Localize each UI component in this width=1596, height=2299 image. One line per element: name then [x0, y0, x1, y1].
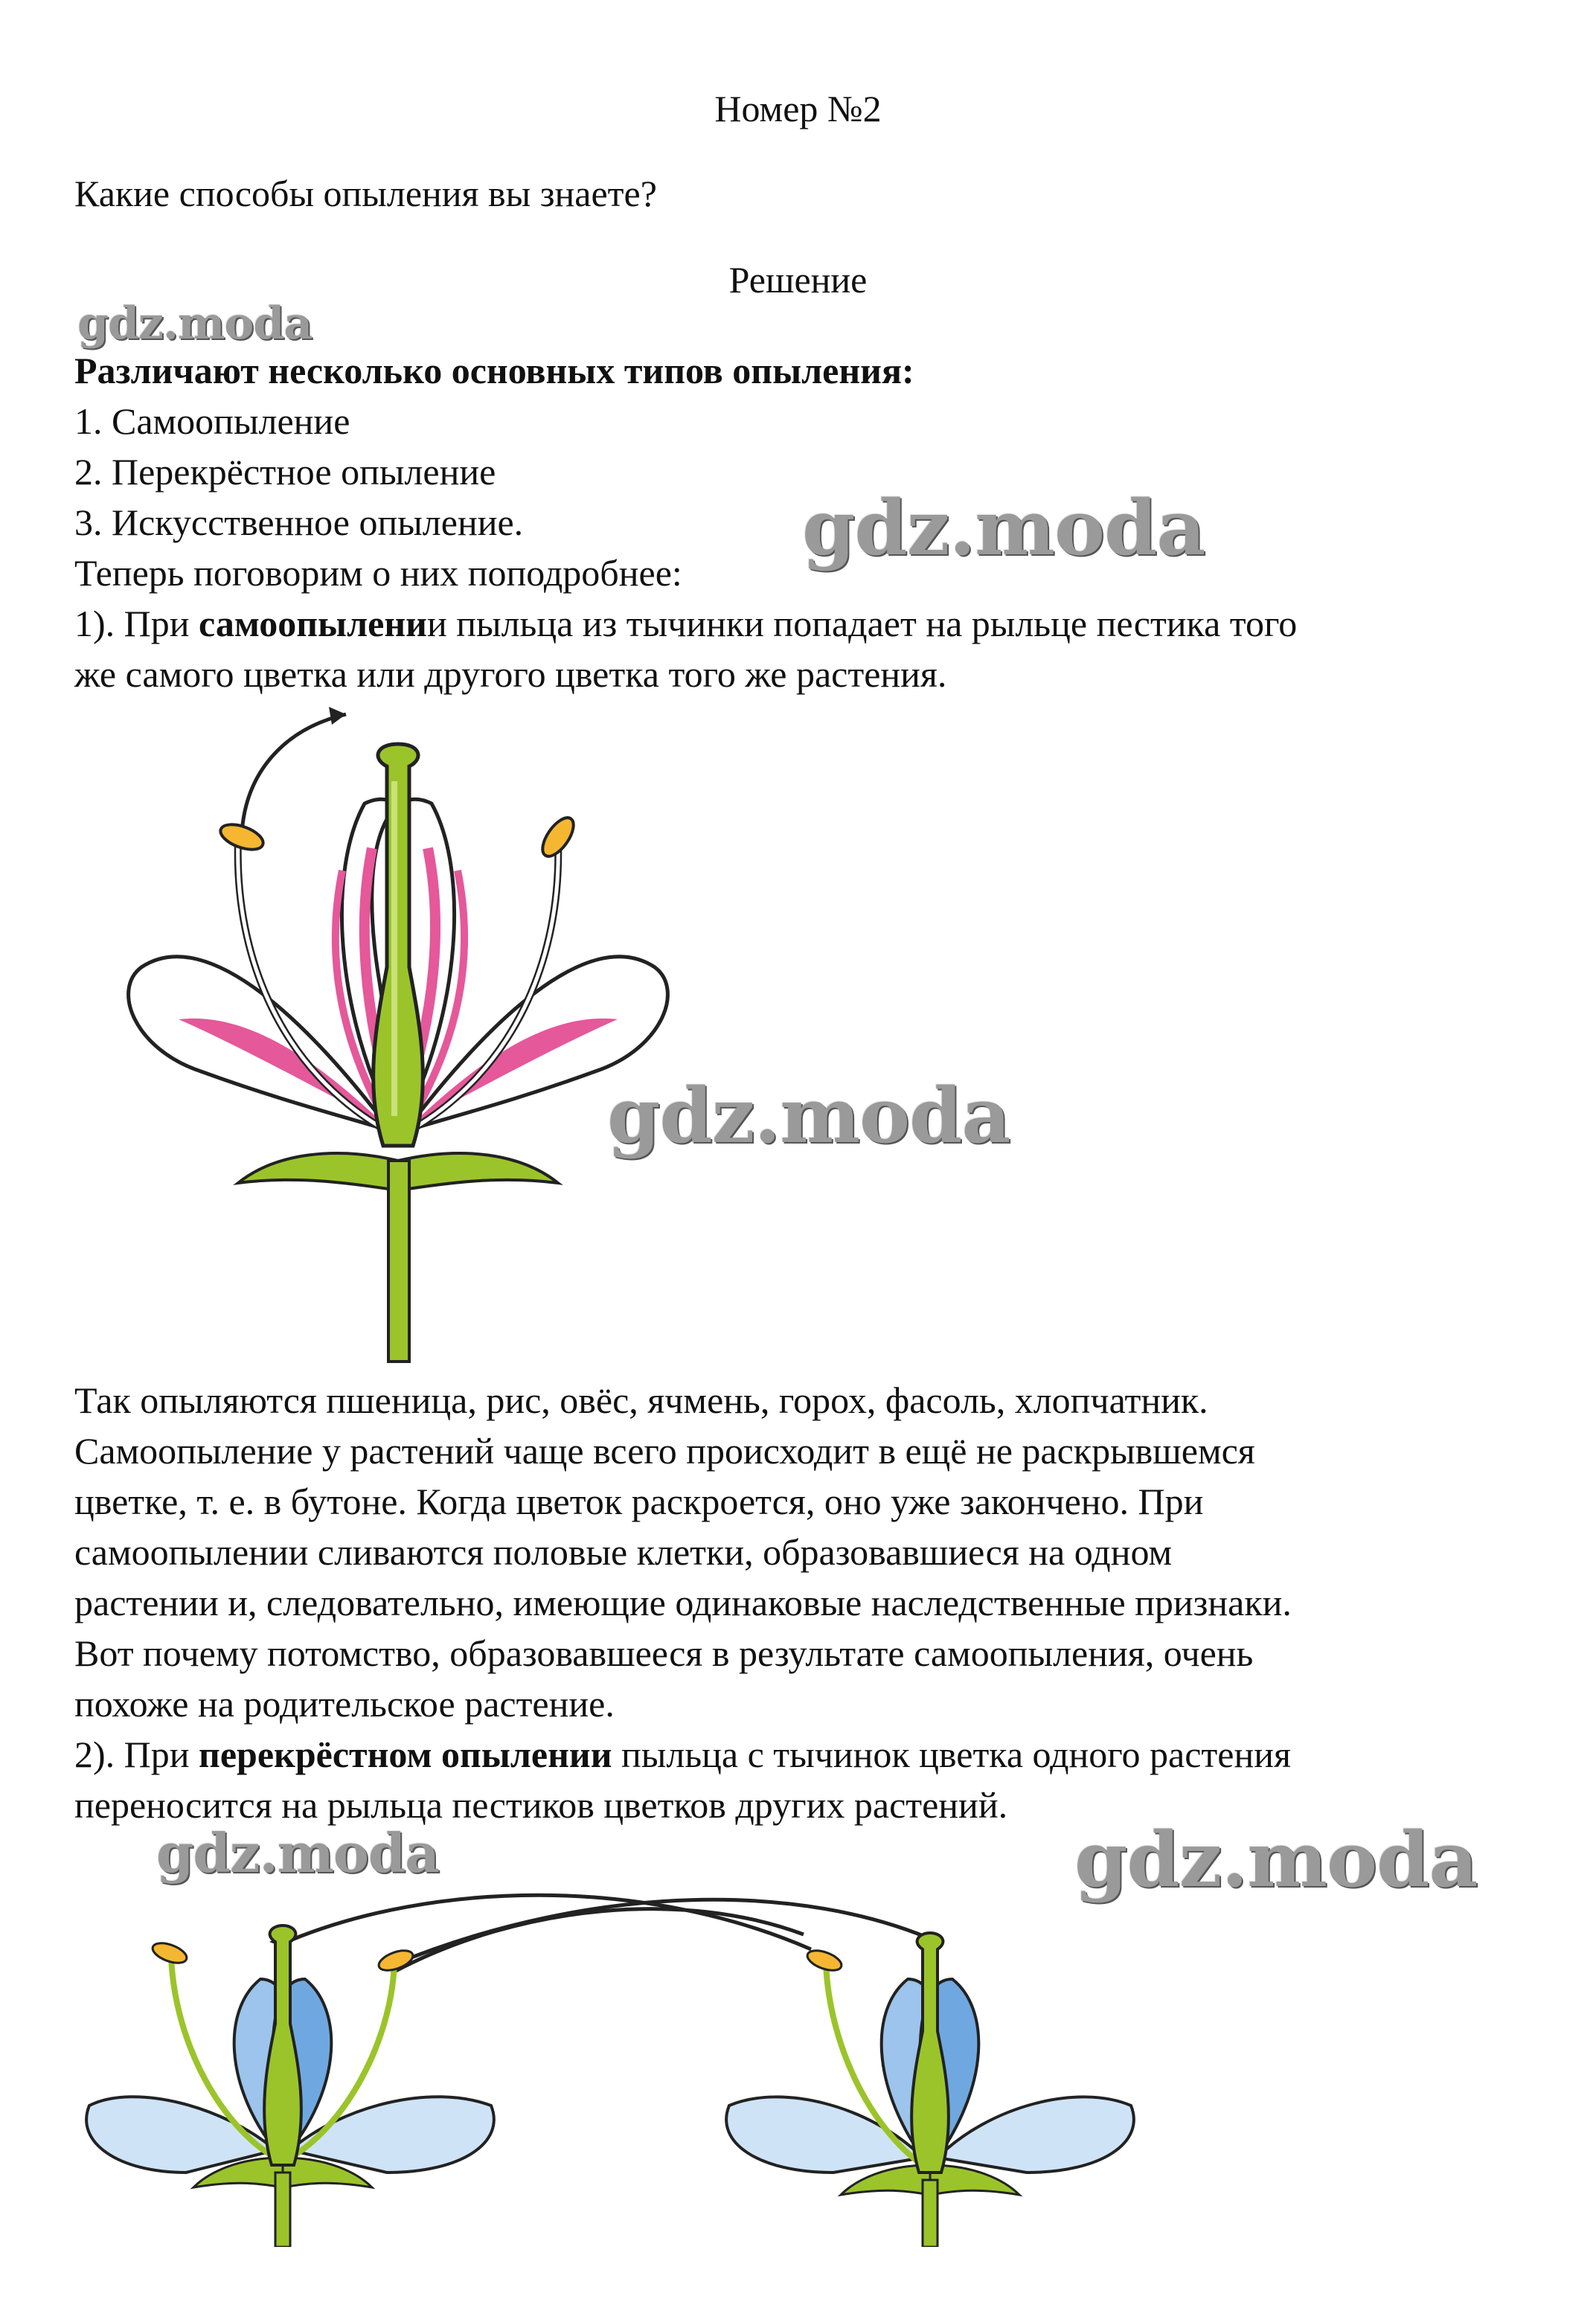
watermark-2: gdz.moda: [802, 484, 1205, 573]
cross-pollination-illustration: [74, 1860, 1153, 2247]
question-text: Какие способы опыления вы знаете?: [74, 173, 657, 214]
type-item-3: 3. Искусственное опыление.: [74, 501, 524, 543]
left-blue-flower: [86, 1926, 494, 2247]
paragraph-line-4: самоопылении сливаются половые клетки, образовавшиеся на одном: [74, 1531, 1173, 1573]
watermark-1: gdz.moda: [77, 298, 313, 350]
page-title: Номер №2: [714, 88, 882, 129]
paragraph-line-7: похоже на родительское растение.: [74, 1683, 615, 1725]
paragraph-line-5: растении и, следовательно, имеющие одинаковые наследственные признаки.: [74, 1582, 1292, 1623]
cross-rest: пыльца с тычинок цветка одного растения: [612, 1734, 1291, 1775]
self-prefix: 1). При: [74, 603, 199, 644]
type-item-2: 2. Перекрёстное опыление: [74, 451, 496, 493]
details-intro: Теперь поговорим о них поподробнее:: [74, 552, 682, 594]
intro-bold-text: Различают несколько основных типов опыления:: [74, 350, 914, 391]
cross-pollination-line-1: [74, 1729, 1291, 1780]
right-blue-flower: [726, 1933, 1134, 2247]
cross-prefix: 2). При: [74, 1734, 199, 1775]
self-bold-term: самоопылени: [199, 603, 427, 644]
self-pollination-flower-illustration: [89, 699, 729, 1369]
self-pollination-line-1: [74, 598, 1297, 649]
paragraph-line-1: Так опыляются пшеница, рис, овёс, ячмень, горох, фасоль, хлопчатник.: [74, 1379, 1208, 1421]
watermark-3: gdz.moda: [607, 1071, 1010, 1161]
solution-heading: Решение: [728, 259, 868, 301]
cross-pollination-line-2: переносится на рыльца пестиков цветков других растений.: [74, 1784, 1008, 1826]
watermark-4: gdz.moda: [156, 1821, 439, 1885]
watermark-5: gdz.moda: [1074, 1815, 1478, 1905]
paragraph-line-2: Самоопыление у растений чаще всего происходит в ещё не раскрывшемся: [74, 1430, 1255, 1472]
self-pollination-line-2: же самого цветка или другого цветка того же растения.: [74, 653, 947, 695]
type-item-1: 1. Самоопыление: [74, 400, 350, 442]
cross-bold-term: перекрёстном опылении: [199, 1734, 612, 1775]
paragraph-line-3: цветке, т. е. в бутоне. Когда цветок раскроется, оно уже закончено. При: [74, 1481, 1204, 1522]
paragraph-line-6: Вот почему потомство, образовавшееся в результате самоопыления, очень: [74, 1632, 1254, 1674]
self-rest: и пыльца из тычинки попадает на рыльце пестика того: [426, 603, 1298, 644]
